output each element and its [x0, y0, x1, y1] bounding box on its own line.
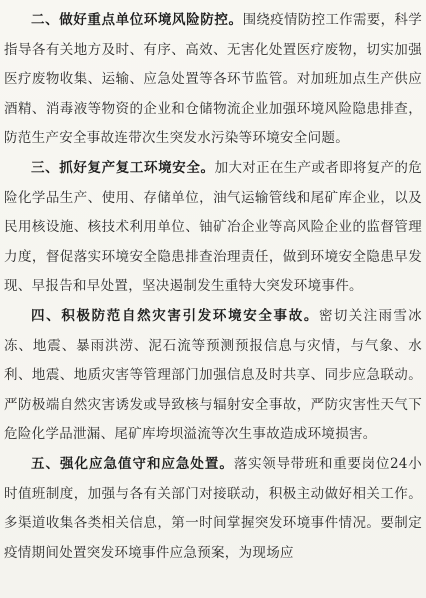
section-4-text: 密切关注雨雪冰冻、地震、暴雨洪涝、泥石流等预测预报信息与灾情，与气象、水利、地震、地质灾害等管理部门加强信息及时共享、同步应急联动。严防极端自然灾害诱发或导致核与辐射安全事故，严防灾害性天气下危险化学品泄漏、尾矿库垮坝溢流等次生事故造成环境损害。 — [4, 307, 422, 443]
section-3-heading: 三、抓好复产复工环境安全。 — [31, 159, 215, 176]
section-5-paragraph — [4, 450, 422, 568]
section-2-heading: 二、做好重点单位环境风险防控。 — [31, 12, 243, 28]
section-2-paragraph — [4, 6, 422, 154]
section-3-paragraph — [4, 154, 422, 302]
section-5-text: 落实领导带班和重要岗位24小时值班制度，加强与各有关部门对接联动，积极主动做好相关工作。多渠道收集各类相关信息，第一时间掌握突发环境事件情况。要制定疫情期间处置突发环境事件应急预案，为现场应 — [4, 455, 422, 561]
document-body — [4, 6, 422, 568]
section-3-text: 加大对正在生产或者即将复产的危险化学品生产、使用、存储单位，油气运输管线和尾矿库企业，以及民用核设施、核技术利用单位、铀矿冶企业等高风险企业的监督管理力度，督促落实环境安全隐患排查治理责任，做到环境安全隐患早发现、早报告和早处置，坚决遏制发生重特大突发环境事件。 — [4, 159, 422, 295]
section-2-text: 围绕疫情防控工作需要，科学指导各有关地方及时、有序、高效、无害化处置医疗废物，切实加强医疗废物收集、运输、应急处置等各环节监管。对加班加点生产供应酒精、消毒液等物资的企业和仓储物流企业加强环境风险隐患排查，防范生产安全事故连带次生突发水污染等环境安全问题。 — [4, 12, 423, 147]
section-5-heading: 五、强化应急值守和应急处置。 — [31, 455, 234, 472]
section-4-paragraph — [4, 302, 422, 450]
section-4-heading: 四、积极防范自然灾害引发环境安全事故。 — [31, 307, 320, 324]
